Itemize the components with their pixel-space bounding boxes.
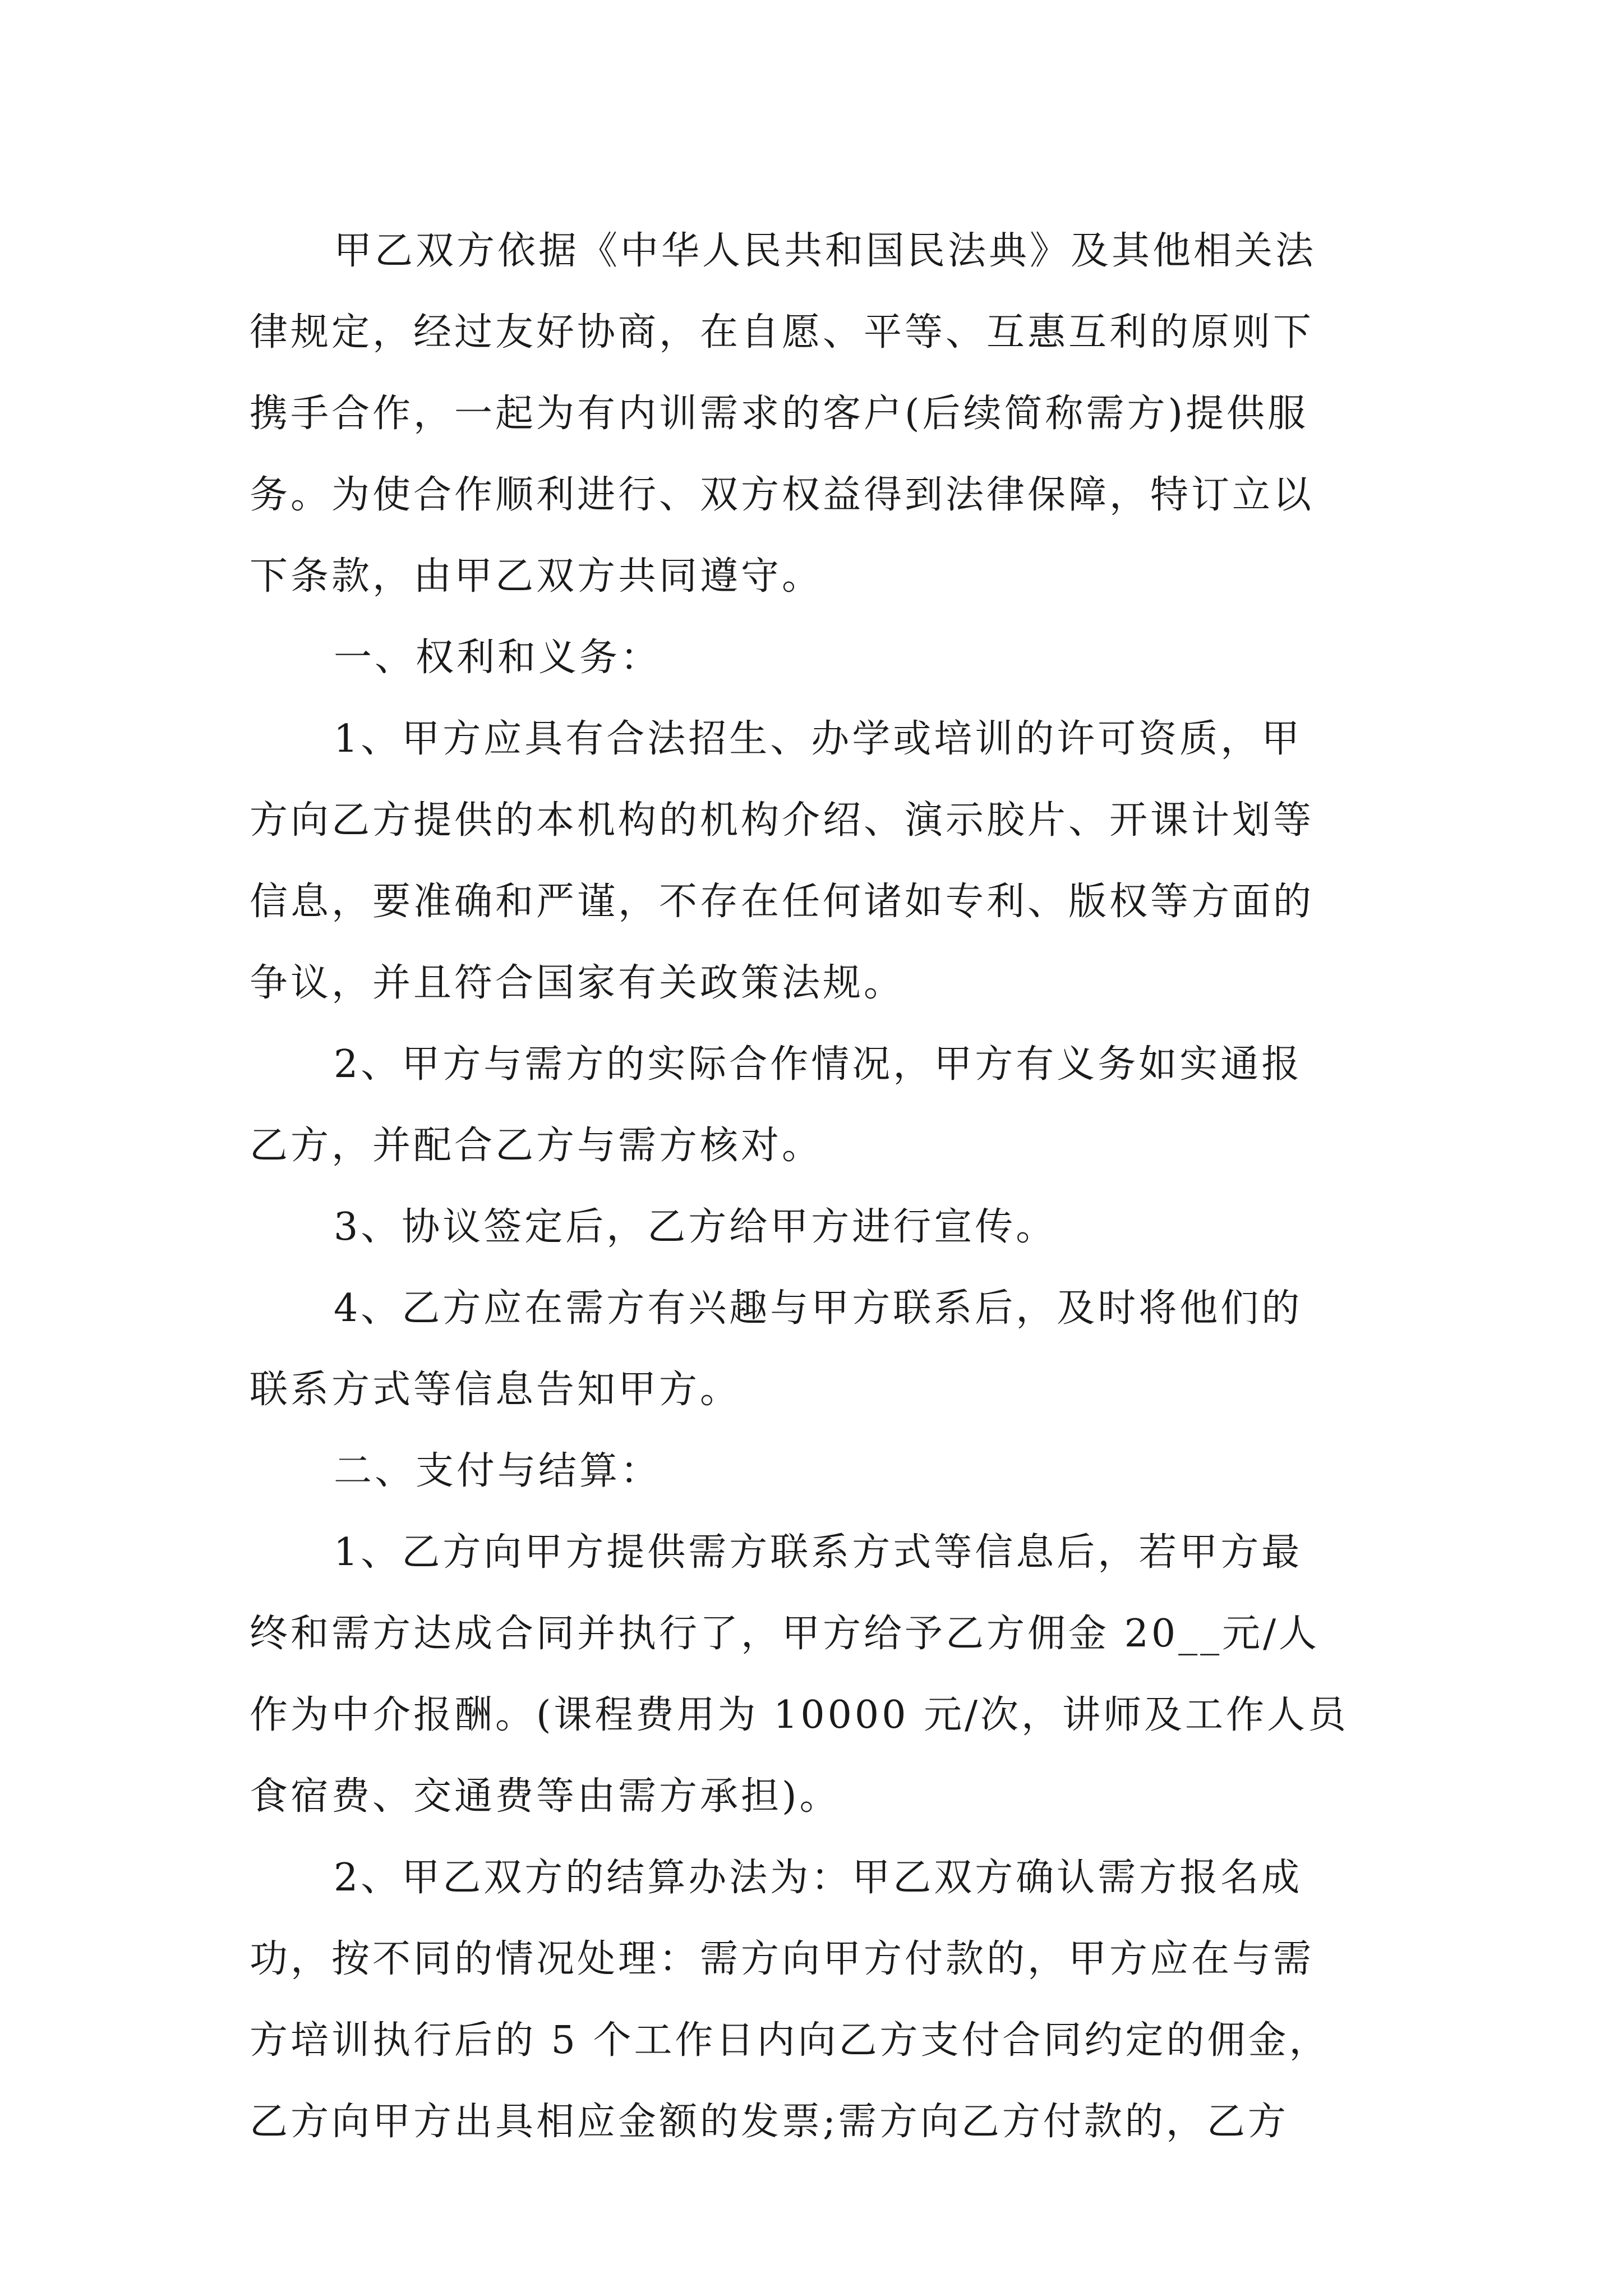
section-heading-rights-obligations: 一、权利和义务： xyxy=(334,636,662,680)
paragraph-preamble: 甲乙双方依据《中华人民共和国民法典》及其他相关法 律规定，经过友好协商，在自愿、平等、互惠互利的原则下 携手合作，一起为有内训需求的客户(后续简称需方)提供服 务。为使合作顺利进行、双方权益得到法律保障，特订立以 下条款，由甲乙双方共同遵守。 xyxy=(250,229,1317,599)
clause-2-2: 2、甲乙双方的结算办法为：甲乙双方确认需方报名成 功，按不同的情况处理：需方向甲方付款的，甲方应在与需 方培训执行后的 5 个工作日内向乙方支付合同约定的佣金， 乙方向甲方出具相应金额的发票;需方向乙方付款的，乙方 xyxy=(250,1856,1330,2144)
clause-1-4: 4、乙方应在需方有兴趣与甲方联系后，及时将他们的 联系方式等信息告知甲方。 xyxy=(250,1286,1303,1412)
clause-1-2: 2、甲方与需方的实际合作情况，甲方有义务如实通报 乙方，并配合乙方与需方核对。 xyxy=(250,1042,1303,1168)
section-heading-payment-settlement: 二、支付与结算： xyxy=(334,1449,662,1493)
clause-1-3: 3、协议签定后，乙方给甲方进行宣传。 xyxy=(334,1205,1057,1249)
clause-1-1: 1、甲方应具有合法招生、办学或培训的许可资质，甲 方向乙方提供的本机构的机构介绍、演示胶片、开课计划等 信息，要准确和严谨，不存在任何诸如专利、版权等方面的 争议，并且符合国家有关政策法规。 xyxy=(250,717,1315,1005)
clause-2-1: 1、乙方向甲方提供需方联系方式等信息后，若甲方最 终和需方达成合同并执行了，甲方给予乙方佣金 20__元/人 作为中介报酬。(课程费用为 10000 元/次，讲师及工作人员 食宿费、交通费等由需方承担)。 xyxy=(250,1530,1349,1819)
document-body xyxy=(250,210,1377,2162)
